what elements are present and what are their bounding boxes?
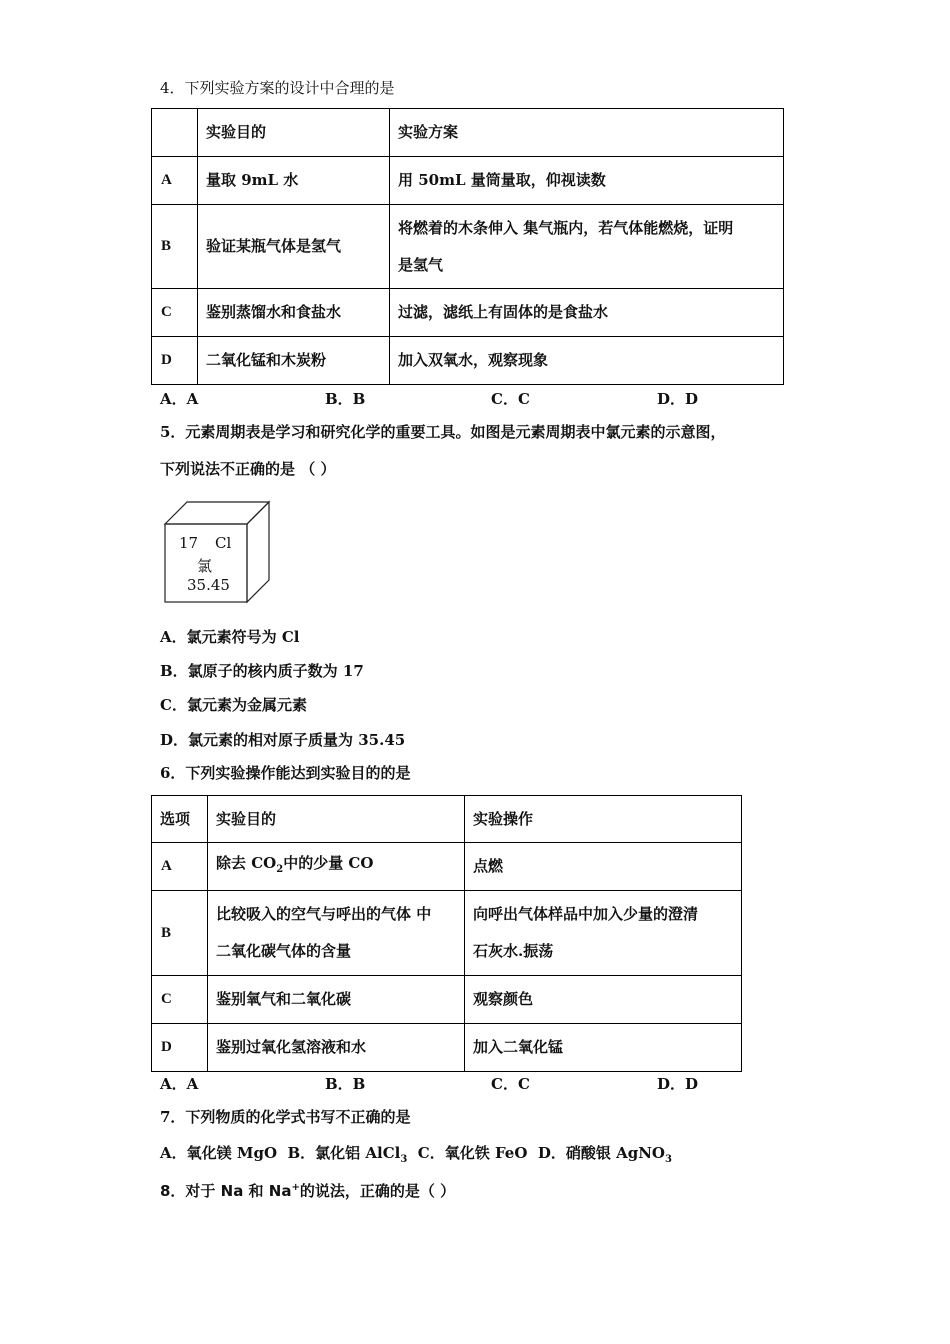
table-row: [152, 843, 742, 891]
operation-line: 向呼出气体样品中加入少量的澄清: [473, 905, 699, 923]
q5-choice-d[interactable]: D．氯元素的相对原子质量为 35.45: [160, 731, 406, 749]
operation-cell: [465, 891, 742, 976]
option-b[interactable]: B．B: [325, 1075, 366, 1093]
row-label: D: [152, 337, 198, 385]
atomic-number: 17: [179, 534, 199, 552]
plan-line: 将燃着的木条伸入 集气瓶内，若气体能燃烧，证明: [398, 218, 734, 237]
q7-choice-b[interactable]: [287, 1144, 408, 1165]
row-label: C: [152, 976, 208, 1024]
q5-stem-line1: 5．元素周期表是学习和研究化学的重要工具。如图是元素周期表中氯元素的示意图，: [160, 423, 726, 441]
table-header-row: [152, 109, 784, 157]
row-label: C: [152, 289, 198, 337]
option-a[interactable]: A．A: [160, 1075, 199, 1093]
q4-options: [160, 388, 760, 408]
plan-cell: [390, 205, 784, 289]
purpose-cell: 鉴别过氧化氢溶液和水: [208, 1024, 465, 1072]
row-label: B: [152, 891, 208, 976]
purpose-line: 二氧化碳气体的含量: [216, 942, 352, 960]
operation-cell: 加入二氧化锰: [465, 1024, 742, 1072]
q7-choice-a[interactable]: A．氧化镁 MgO: [160, 1144, 278, 1162]
option-c[interactable]: C．C: [491, 1075, 530, 1093]
q6-options: [160, 1073, 760, 1093]
purpose-line: 比较吸入的空气与呼出的气体 中: [216, 905, 432, 923]
header-cell: 选项: [152, 796, 208, 843]
subscript: 2: [276, 864, 284, 875]
row-label: A: [152, 157, 198, 205]
operation-cell: 点燃: [465, 843, 742, 891]
q7-stem: 7．下列物质的化学式书写不正确的是: [160, 1108, 411, 1126]
table-row: [152, 157, 784, 205]
operation-line: 石灰水.振荡: [473, 942, 554, 960]
table-header-row: [152, 796, 742, 843]
q8-text: 8．对于 Na 和 Na: [160, 1182, 292, 1200]
table-row: [152, 205, 784, 289]
q5-choice-c[interactable]: C．氯元素为金属元素: [160, 696, 307, 714]
element-name: 氯: [197, 557, 213, 575]
table-row: [152, 289, 784, 337]
table-row: [152, 891, 742, 976]
option-c[interactable]: C．C: [491, 390, 530, 408]
header-cell: [152, 109, 198, 157]
subscript: 3: [400, 1154, 408, 1165]
atomic-mass: 35.45: [187, 576, 230, 594]
q8-text: 的说法，正确的是（ ）: [299, 1182, 456, 1200]
plan-cell: 加入双氧水，观察现象: [390, 337, 784, 385]
purpose-cell: 验证某瓶气体是氢气: [198, 205, 390, 289]
chlorine-element-card: [163, 500, 273, 606]
row-label: D: [152, 1024, 208, 1072]
header-cell: 实验目的: [208, 796, 465, 843]
q4-stem: 4．下列实验方案的设计中合理的是: [160, 79, 395, 97]
purpose-cell: 量取 9mL 水: [198, 157, 390, 205]
q8-stem: [160, 1178, 455, 1201]
table-row: [152, 1024, 742, 1072]
table-row: [152, 976, 742, 1024]
choice-text: D．硝酸银 AgNO: [537, 1144, 665, 1162]
plan-line: 是氢气: [398, 255, 444, 274]
option-a[interactable]: A．A: [160, 390, 199, 408]
purpose-cell: 二氧化锰和木炭粉: [198, 337, 390, 385]
q6-table: [151, 795, 742, 1072]
q5-stem-line2: 下列说法不正确的是 （ ）: [160, 460, 336, 478]
purpose-cell: 鉴别氧气和二氧化碳: [208, 976, 465, 1024]
q5-choice-b[interactable]: B．氯原子的核内质子数为 17: [160, 662, 364, 680]
choice-text: B．氯化铝 AlCl: [287, 1144, 401, 1162]
purpose-text: 除去 CO: [216, 854, 277, 872]
operation-cell: 观察颜色: [465, 976, 742, 1024]
purpose-cell: [208, 843, 465, 891]
plan-cell: 用 50mL 量筒量取，仰视读数: [390, 157, 784, 205]
header-cell: 实验方案: [390, 109, 784, 157]
option-b[interactable]: B．B: [325, 390, 366, 408]
superscript: +: [291, 1182, 300, 1193]
q5-choice-a[interactable]: A．氯元素符号为 Cl: [160, 628, 300, 646]
plan-cell: 过滤，滤纸上有固体的是食盐水: [390, 289, 784, 337]
row-label: B: [152, 205, 198, 289]
option-d[interactable]: D．D: [657, 1075, 699, 1093]
table-row: [152, 337, 784, 385]
q7-choice-c[interactable]: C．氧化铁 FeO: [417, 1144, 528, 1162]
purpose-cell: [208, 891, 465, 976]
purpose-text: 中的少量 CO: [283, 854, 374, 872]
header-cell: 实验操作: [465, 796, 742, 843]
option-d[interactable]: D．D: [657, 390, 699, 408]
q7-choice-d[interactable]: [537, 1144, 672, 1165]
q6-stem: 6．下列实验操作能达到实验目的的是: [160, 764, 411, 782]
subscript: 3: [664, 1154, 672, 1165]
purpose-cell: 鉴别蒸馏水和食盐水: [198, 289, 390, 337]
element-symbol: Cl: [215, 534, 232, 552]
header-cell: 实验目的: [198, 109, 390, 157]
q7-choices: [160, 1143, 672, 1170]
row-label: A: [152, 843, 208, 891]
q4-table: [151, 108, 784, 385]
